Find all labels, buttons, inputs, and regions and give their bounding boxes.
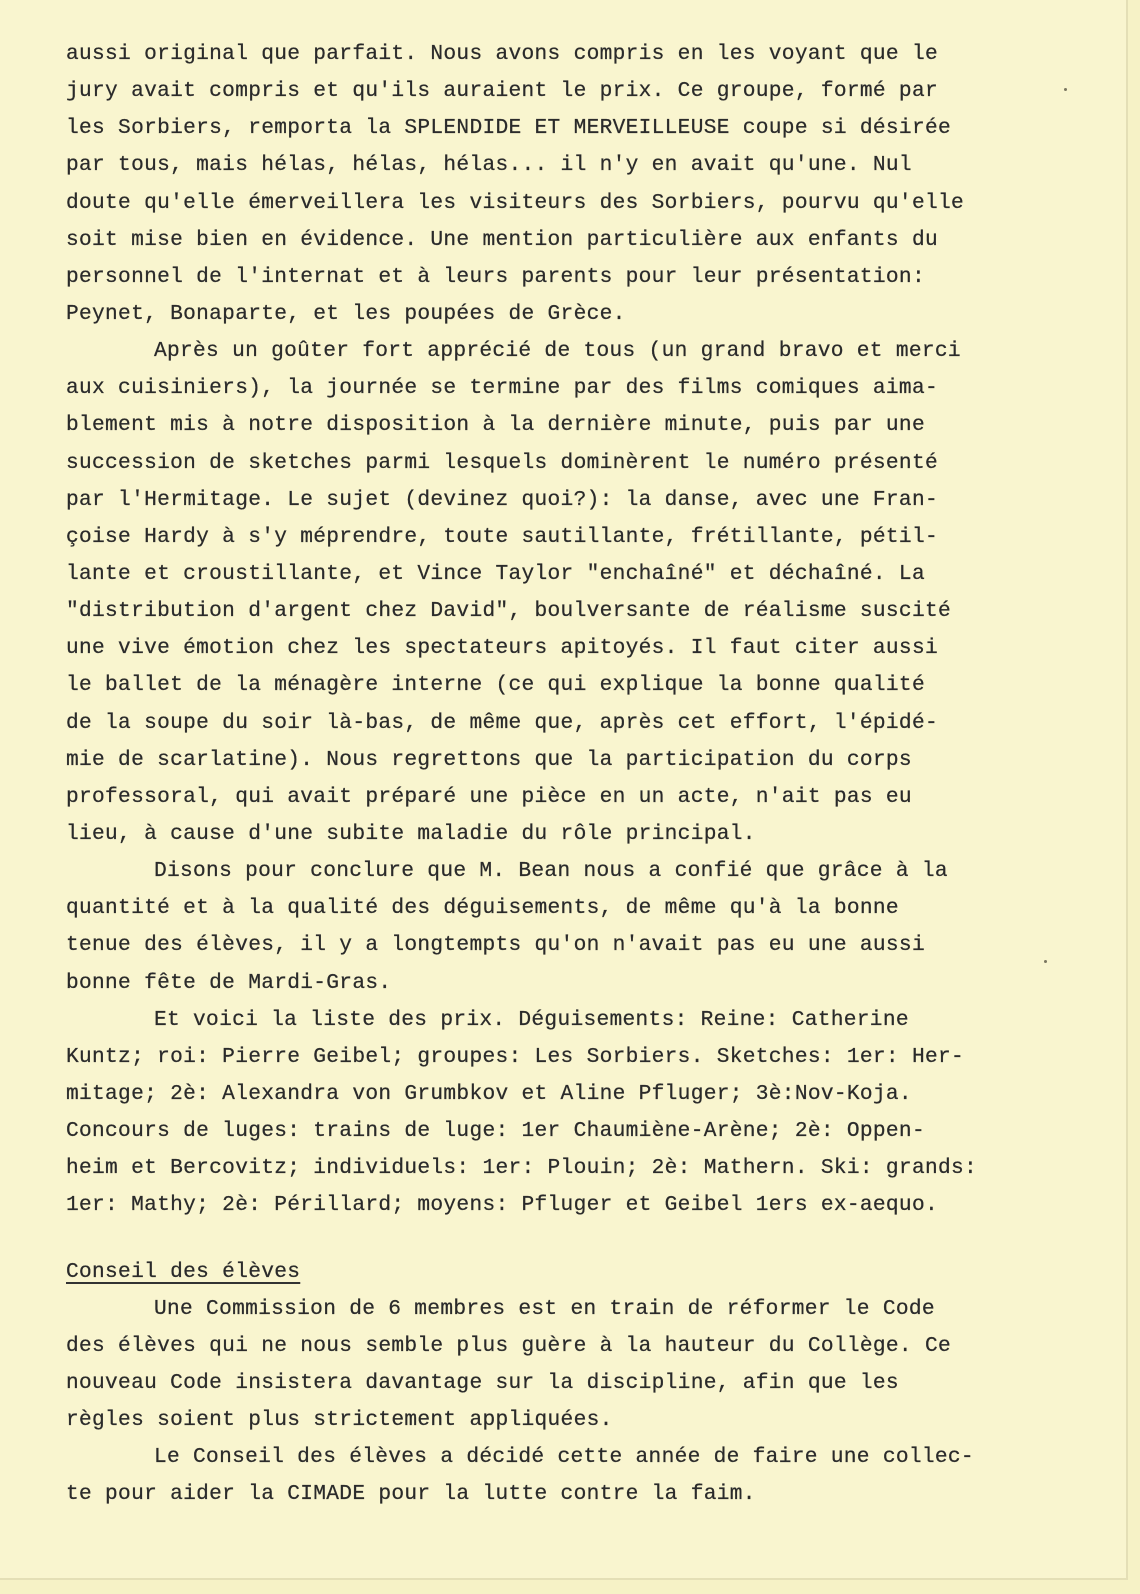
text-line: doute qu'elle émerveillera les visiteurs des Sorbiers, pourvu qu'elle	[66, 190, 965, 215]
text-line: heim et Bercovitz; individuels: 1er: Plouin; 2è: Mathern. Ski: grands:	[66, 1156, 978, 1181]
text-line: le ballet de la ménagère interne (ce qui explique la bonne qualité	[66, 673, 925, 698]
text-line: professoral, qui avait préparé une pièce en un acte, n'ait pas eu	[66, 784, 912, 809]
text-line: 1er: Mathy; 2è: Périllard; moyens: Pfluger et Geibel 1ers ex-aequo.	[66, 1193, 938, 1218]
paper-speck	[1064, 88, 1067, 91]
text-line: Disons pour conclure que M. Bean nous a confié que grâce à la	[154, 859, 948, 884]
text-line: Kuntz; roi: Pierre Geibel; groupes: Les Sorbiers. Sketches: 1er: Her-	[66, 1044, 965, 1069]
text-line: succession de sketches parmi lesquels dominèrent le numéro présenté	[66, 450, 938, 475]
text-line: de la soupe du soir là-bas, de même que, après cet effort, l'épidé-	[66, 710, 938, 735]
text-line: lieu, à cause d'une subite maladie du rôle principal.	[66, 821, 756, 846]
text-line: Après un goûter fort apprécié de tous (un grand bravo et merci	[154, 339, 961, 364]
text-line: les Sorbiers, remporta la SPLENDIDE ET MERVEILLEUSE coupe si désirée	[66, 116, 951, 141]
text-line: aussi original que parfait. Nous avons compris en les voyant que le	[66, 42, 938, 66]
text-line: te pour aider la CIMADE pour la lutte contre la faim.	[66, 1482, 756, 1507]
text-line: çoise Hardy à s'y méprendre, toute sautillante, frétillante, pétil-	[66, 524, 938, 549]
text-line: lante et croustillante, et Vince Taylor "enchaîné" et déchaîné. La	[66, 561, 925, 586]
text-line: soit mise bien en évidence. Une mention particulière aux enfants du	[66, 227, 938, 252]
text-line: Et voici la liste des prix. Déguisements: Reine: Catherine	[154, 1007, 909, 1032]
text-line: aux cuisiniers), la journée se termine par des films comiques aima-	[66, 376, 938, 401]
text-line: Le Conseil des élèves a décidé cette année de faire une collec-	[154, 1445, 974, 1470]
text-line: par l'Hermitage. Le sujet (devinez quoi?): la danse, avec une Fran-	[66, 487, 938, 512]
section-gap	[66, 1225, 1106, 1254]
text-line: nouveau Code insistera davantage sur la discipline, afin que les	[66, 1370, 899, 1395]
section-heading-text: Conseil des élèves	[66, 1259, 301, 1284]
text-line: tenue des élèves, il y a longtempts qu'on n'avait pas eu une aussi	[66, 933, 925, 958]
text-line: Une Commission de 6 membres est en train de réformer le Code	[154, 1296, 935, 1321]
paragraph	[66, 1439, 1106, 1513]
text-line: blement mis à notre disposition à la dernière minute, puis par une	[66, 413, 925, 438]
text-line: "distribution d'argent chez David", boulversante de réalisme suscité	[66, 599, 951, 624]
paragraph	[66, 1291, 1106, 1440]
text-line: Concours de luges: trains de luge: 1er Chaumiène-Arène; 2è: Oppen-	[66, 1119, 925, 1144]
text-line: personnel de l'internat et à leurs parents pour leur présentation:	[66, 264, 925, 289]
text-line: Peynet, Bonaparte, et les poupées de Grèce.	[66, 301, 626, 326]
text-line: quantité et à la qualité des déguisements, de même qu'à la bonne	[66, 896, 899, 921]
text-line: des élèves qui ne nous semble plus guère à la hauteur du Collège. Ce	[66, 1333, 951, 1358]
text-line: par tous, mais hélas, hélas, hélas... il n'y en avait qu'une. Nul	[66, 153, 912, 178]
paragraph	[66, 333, 1106, 853]
paragraph	[66, 1002, 1106, 1225]
text-line: une vive émotion chez les spectateurs apitoyés. Il faut citer aussi	[66, 636, 938, 661]
text-line: mie de scarlatine). Nous regrettons que la participation du corps	[66, 747, 912, 772]
text-line: règles soient plus strictement appliquées.	[66, 1408, 613, 1433]
section-heading	[66, 1254, 1106, 1291]
paragraph	[66, 853, 1106, 1002]
text-line: jury avait compris et qu'ils auraient le prix. Ce groupe, formé par	[66, 79, 938, 104]
document-body	[66, 36, 1106, 1513]
text-line: bonne fête de Mardi-Gras.	[66, 970, 392, 995]
paragraph	[66, 36, 1106, 333]
paper-speck	[1044, 960, 1047, 963]
text-line: mitage; 2è: Alexandra von Grumbkov et Aline Pfluger; 3è:Nov-Koja.	[66, 1081, 912, 1106]
